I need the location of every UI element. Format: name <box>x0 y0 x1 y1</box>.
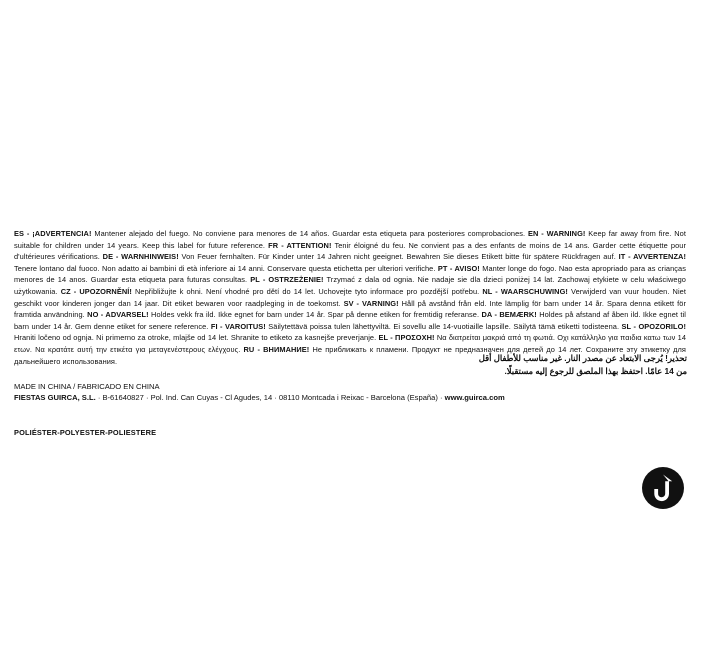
arabic-warning-line-1: تحذير! يُرجى الابتعاد عن مصدر النار. غير مناسب للأطفال أقل <box>478 353 687 363</box>
warning-lang-fr: FR - ATTENTION! <box>268 240 332 250</box>
warning-text-da: Holdes på afstand af åben ild. Ikke egnet til barn under 14 år. Gem denne etiket for senere reference. <box>14 310 686 331</box>
company-details: · B-61640827 · Pol. Ind. Can Cuyas - Cl Agudes, 14 · 08110 Montcada i Reixac - Barcelona (España) · <box>95 393 445 402</box>
warning-lang-no: NO - ADVARSEL! <box>87 310 149 320</box>
warning-text-it: Tenere lontano dal fuoco. Non adatto ai bambini di età inferiore ai 14 anni. Conservare questa etichetta per ulteriori verifiche. <box>14 263 438 273</box>
warning-lang-pt: PT - AVISO! <box>437 263 480 273</box>
country-of-origin: MADE IN CHINA / FABRICADO EN CHINA <box>14 382 160 391</box>
warning-text-fr: Tenir éloigné du feu. Ne convient pas a des enfants de moins de 14 ans. Garder cette étiquette pour d'ultérieures vérifications. <box>14 240 686 262</box>
warning-lang-ru: RU - ВНИМАНИЕ! <box>243 344 310 354</box>
warning-lang-fi: FI - VAROITUS! <box>210 321 266 331</box>
warning-text-es: Mantener alejado del fuego. No conviene para menores de 14 años. Guardar esta etiqueta para posteriores comprobaciones. <box>91 229 529 238</box>
warning-text-pl: Trzymać z dala od ognia. Nie nadaje sie dla dzieci poniżej 14 lat. Zachowaj etykiete w celu właściwego użytkowania. <box>14 275 686 296</box>
warning-text-nl: Verwijderd van vuur houden. Niet geschikt voor kinderen jonger dan 14 jaar. Dit etiket bewaren voor raadpleging in de toekomst. <box>14 286 686 308</box>
warning-lang-sl: SL - OPOZORILO! <box>621 321 686 331</box>
arabic-warning-line-2: من 14 عامًا. احتفظ بهذا الملصق للرجوع إليه مستقبلًا. <box>504 366 687 376</box>
company-name: FIESTAS GUIRCA, S.L. <box>14 393 96 402</box>
warning-text-fi: Säilytettävä poissa tulen lähettyviltä. Ei sovellu alle 14-vuotiaille lapsille. Säilytä tämä etiketti todisteena. <box>265 321 622 331</box>
recycling-mobius-loop-icon <box>641 466 685 510</box>
warning-lang-cz: CZ - UPOZORNĚNÍ! <box>60 286 132 296</box>
warning-lang-de: DE - WARNHINWEIS! <box>102 252 179 262</box>
warning-text-sv: Håll på avstånd från eld. Inte lämplig för barn under 14 år. Spara denna etikett för framtida användning. <box>14 298 687 320</box>
warning-text-el: Να διατρείται μακριά από τη φωτιά. Οχι κατάλληλο για παιδια κατω των 14 ετων. Να κρατάτε αυτή την ετικέτα για μεταγενέστερους ελέγχους. <box>14 333 687 354</box>
warning-text-no: Holdes vekk fra ild. Ikke egnet for barn under 14 år. Spar på denne etiken for fremtidig referanse. <box>148 310 482 320</box>
warning-text-ru: Не приближать к пламени. Продукт не предназначен для детей до 14 лет. Сохраните эту этикетку для дальнейшего использования. <box>14 344 686 366</box>
warning-lang-el: EL - ΠΡΟΣΟΧΗ! <box>378 333 435 343</box>
manufacturer-info <box>14 392 505 403</box>
warning-text-pt: Manter longe do fogo. Nao esta apropriado para as crianças menores de 14 anos. Guardar esta etiqueta para futuras consultas. <box>14 263 686 285</box>
warning-text-en: Keep far away from fire. Not suitable for children under 14 years. Keep this label for future reference. <box>14 229 686 250</box>
warning-lang-nl: NL - WAARSCHUWING! <box>482 286 568 296</box>
warning-lang-da: DA - BEMÆRK! <box>481 310 537 320</box>
warning-lang-pl: PL - OSTRZEŻENIE! <box>250 275 324 285</box>
company-website: www.guirca.com <box>444 393 505 402</box>
warning-lang-it: IT - AVVERTENZA! <box>618 252 686 262</box>
material-composition: POLIÉSTER-POLYESTER-POLIESTERE <box>14 428 157 437</box>
warning-lang-en: EN - WARNING! <box>528 229 586 238</box>
arabic-warning-text <box>407 352 687 378</box>
warning-lang-es: ES - ¡ADVERTENCIA! <box>14 229 92 238</box>
warning-text-cz: Nepřibližujte k ohni. Není vhodné pro dětí do 14 let. Uchovejte tyto informace pro pozdější potřebu. <box>131 286 483 296</box>
multilingual-warning-text <box>14 228 686 367</box>
warning-text-sl: Hraniti ločeno od ognja. Ni primerno za otroke, mlajše od 14 let. Shranite to etiketo za kasnejše preverjanje. <box>14 333 379 343</box>
warning-lang-sv: SV - VARNING! <box>343 298 399 308</box>
warning-text-de: Von Feuer fernhalten. Für Kinder unter 14 Jahren nicht geeignet. Bewahren Sie dieses Etikett bitte für spätere Rückfragen auf. <box>178 252 619 262</box>
